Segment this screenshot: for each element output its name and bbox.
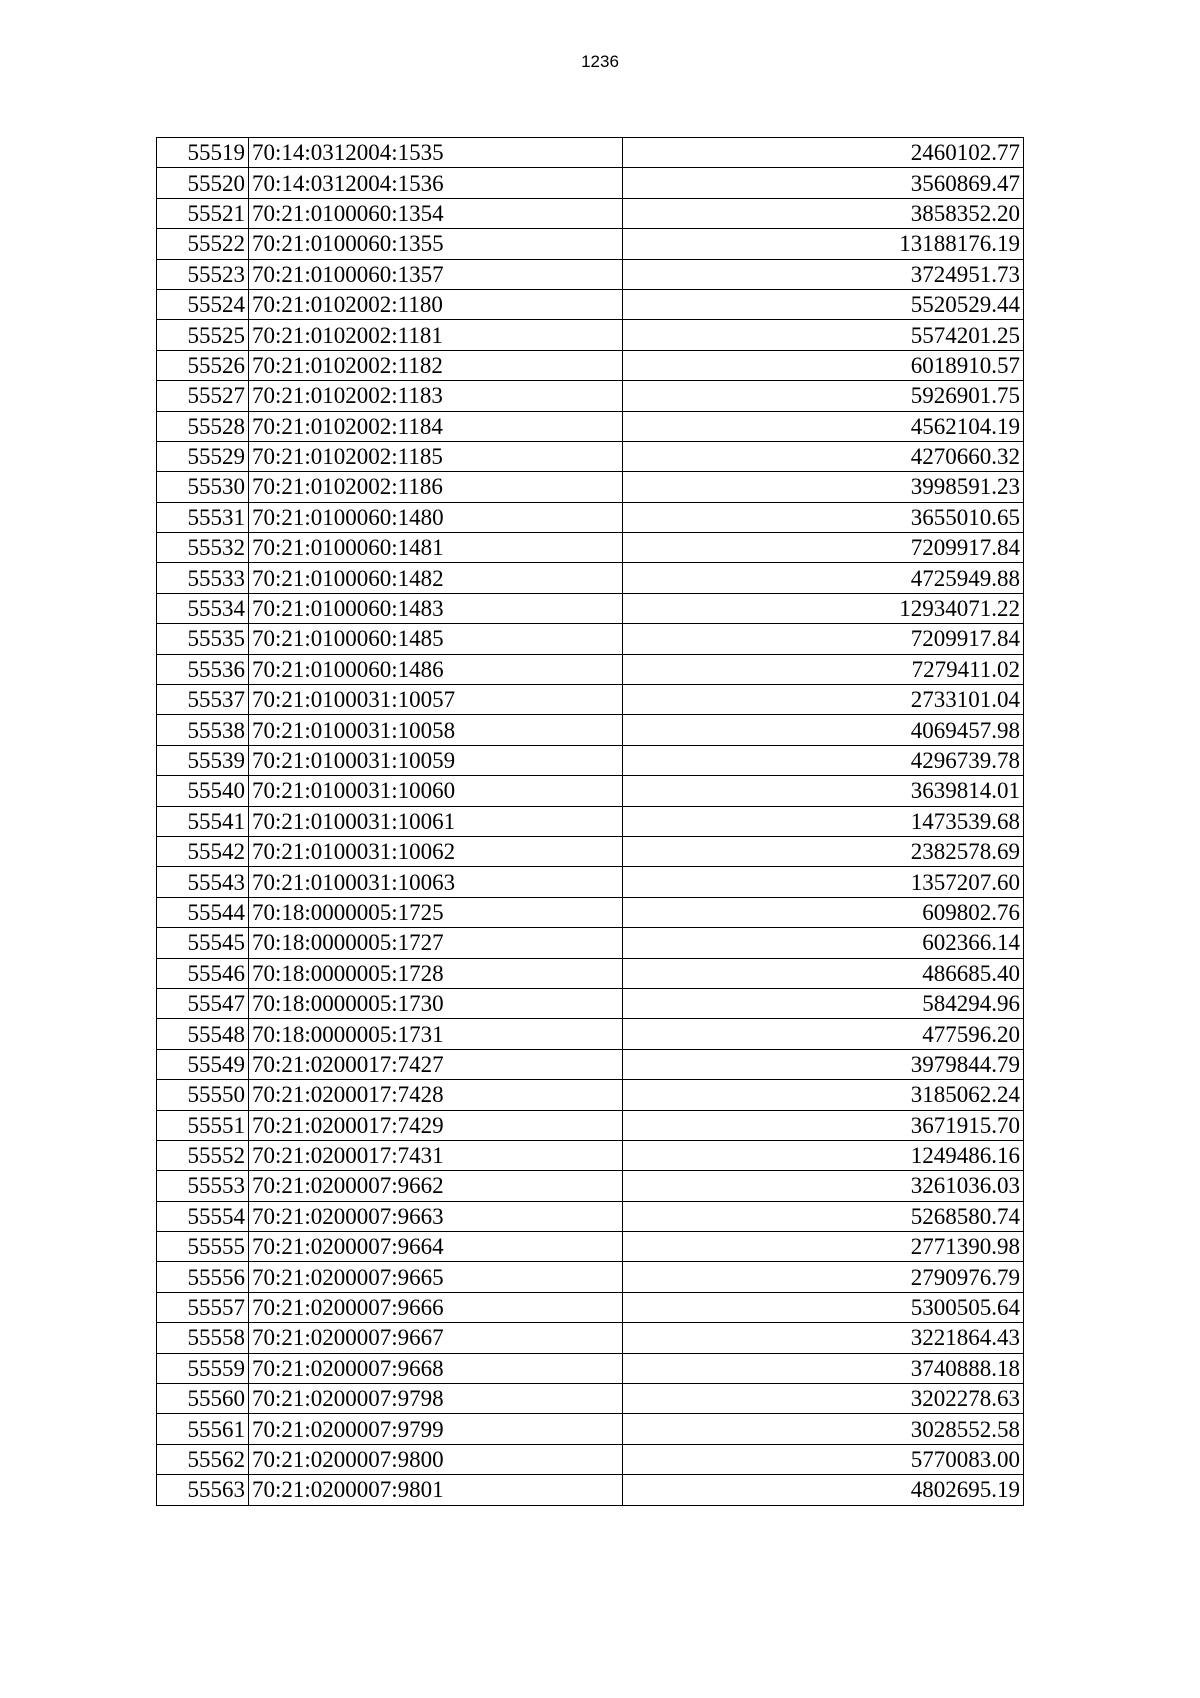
table-row <box>157 958 1024 988</box>
cadastral-number: 70:21:0100060:1483 <box>249 593 623 623</box>
row-number: 55541 <box>157 806 249 836</box>
table-row <box>157 745 1024 775</box>
cadastral-value: 3202278.63 <box>623 1384 1024 1414</box>
row-number: 55554 <box>157 1201 249 1231</box>
cadastral-value: 1473539.68 <box>623 806 1024 836</box>
cadastral-value: 584294.96 <box>623 988 1024 1018</box>
cadastral-number: 70:18:0000005:1731 <box>249 1019 623 1049</box>
row-number: 55560 <box>157 1384 249 1414</box>
table-row <box>157 563 1024 593</box>
table-row <box>157 381 1024 411</box>
row-number: 55547 <box>157 988 249 1018</box>
cadastral-number: 70:21:0100031:10057 <box>249 685 623 715</box>
row-number: 55550 <box>157 1080 249 1110</box>
cadastral-number: 70:21:0200007:9800 <box>249 1444 623 1474</box>
table-row <box>157 198 1024 228</box>
cadastral-value: 7279411.02 <box>623 654 1024 684</box>
table-row <box>157 472 1024 502</box>
cadastral-value: 7209917.84 <box>623 624 1024 654</box>
table-row <box>157 715 1024 745</box>
cadastral-number: 70:21:0100060:1354 <box>249 198 623 228</box>
cadastral-value: 4562104.19 <box>623 411 1024 441</box>
row-number: 55535 <box>157 624 249 654</box>
cadastral-number: 70:21:0200007:9801 <box>249 1475 623 1505</box>
table-row <box>157 1384 1024 1414</box>
table-row <box>157 229 1024 259</box>
table-row <box>157 1292 1024 1322</box>
cadastral-number: 70:21:0200007:9665 <box>249 1262 623 1292</box>
table-row <box>157 502 1024 532</box>
row-number: 55562 <box>157 1444 249 1474</box>
table-row <box>157 988 1024 1018</box>
row-number: 55531 <box>157 502 249 532</box>
table-row <box>157 593 1024 623</box>
cadastral-value: 3028552.58 <box>623 1414 1024 1444</box>
cadastral-value: 2460102.77 <box>623 138 1024 168</box>
cadastral-value: 6018910.57 <box>623 350 1024 380</box>
cadastral-value: 5268580.74 <box>623 1201 1024 1231</box>
cadastral-value: 4270660.32 <box>623 441 1024 471</box>
cadastral-number: 70:21:0200007:9668 <box>249 1353 623 1383</box>
row-number: 55551 <box>157 1110 249 1140</box>
cadastral-value: 5300505.64 <box>623 1292 1024 1322</box>
cadastral-number: 70:21:0100031:10063 <box>249 867 623 897</box>
row-number: 55523 <box>157 259 249 289</box>
cadastral-value: 3639814.01 <box>623 776 1024 806</box>
cadastral-number: 70:21:0102002:1186 <box>249 472 623 502</box>
cadastral-value: 3740888.18 <box>623 1353 1024 1383</box>
cadastral-number: 70:21:0100060:1482 <box>249 563 623 593</box>
cadastral-number: 70:21:0100060:1486 <box>249 654 623 684</box>
cadastral-number: 70:21:0200017:7429 <box>249 1110 623 1140</box>
cadastral-number: 70:18:0000005:1730 <box>249 988 623 1018</box>
cadastral-number: 70:21:0100060:1357 <box>249 259 623 289</box>
cadastral-number: 70:18:0000005:1727 <box>249 928 623 958</box>
cadastral-value: 1249486.16 <box>623 1140 1024 1170</box>
cadastral-number: 70:21:0100060:1480 <box>249 502 623 532</box>
cadastral-number: 70:21:0200017:7431 <box>249 1140 623 1170</box>
cadastral-value: 7209917.84 <box>623 533 1024 563</box>
cadastral-value: 4296739.78 <box>623 745 1024 775</box>
cadastral-value: 5770083.00 <box>623 1444 1024 1474</box>
table-row <box>157 441 1024 471</box>
cadastral-number: 70:21:0100060:1485 <box>249 624 623 654</box>
cadastral-value: 2733101.04 <box>623 685 1024 715</box>
table-row <box>157 624 1024 654</box>
row-number: 55537 <box>157 685 249 715</box>
row-number: 55542 <box>157 836 249 866</box>
cadastral-value: 3858352.20 <box>623 198 1024 228</box>
cadastral-number: 70:21:0100031:10059 <box>249 745 623 775</box>
page-number: 1236 <box>581 52 619 71</box>
cadastral-number: 70:21:0200007:9666 <box>249 1292 623 1322</box>
cadastral-value: 4725949.88 <box>623 563 1024 593</box>
table-row <box>157 836 1024 866</box>
row-number: 55545 <box>157 928 249 958</box>
row-number: 55559 <box>157 1353 249 1383</box>
row-number: 55533 <box>157 563 249 593</box>
row-number: 55528 <box>157 411 249 441</box>
cadastral-value: 3655010.65 <box>623 502 1024 532</box>
cadastral-number: 70:21:0102002:1183 <box>249 381 623 411</box>
cadastral-value: 3724951.73 <box>623 259 1024 289</box>
cadastral-number: 70:21:0200017:7427 <box>249 1049 623 1079</box>
cadastral-value: 2790976.79 <box>623 1262 1024 1292</box>
table-row <box>157 776 1024 806</box>
row-number: 55543 <box>157 867 249 897</box>
row-number: 55519 <box>157 138 249 168</box>
table-row <box>157 897 1024 927</box>
table-row <box>157 1414 1024 1444</box>
row-number: 55563 <box>157 1475 249 1505</box>
cadastral-value: 5926901.75 <box>623 381 1024 411</box>
row-number: 55520 <box>157 168 249 198</box>
table-row <box>157 928 1024 958</box>
cadastral-value: 3261036.03 <box>623 1171 1024 1201</box>
table-row <box>157 685 1024 715</box>
cadastral-number: 70:21:0100031:10058 <box>249 715 623 745</box>
cadastral-number: 70:21:0100031:10062 <box>249 836 623 866</box>
table-row <box>157 411 1024 441</box>
row-number: 55561 <box>157 1414 249 1444</box>
table-row <box>157 1049 1024 1079</box>
cadastral-value: 5574201.25 <box>623 320 1024 350</box>
cadastral-value: 3185062.24 <box>623 1080 1024 1110</box>
cadastral-value: 3221864.43 <box>623 1323 1024 1353</box>
row-number: 55538 <box>157 715 249 745</box>
table-row <box>157 350 1024 380</box>
row-number: 55548 <box>157 1019 249 1049</box>
cadastral-number: 70:21:0102002:1182 <box>249 350 623 380</box>
cadastral-number: 70:21:0200007:9799 <box>249 1414 623 1444</box>
cadastral-number: 70:21:0102002:1185 <box>249 441 623 471</box>
table-row <box>157 1140 1024 1170</box>
cadastral-number: 70:21:0200007:9798 <box>249 1384 623 1414</box>
table-row <box>157 1475 1024 1505</box>
cadastral-value: 13188176.19 <box>623 229 1024 259</box>
cadastral-number: 70:18:0000005:1728 <box>249 958 623 988</box>
cadastral-value: 3998591.23 <box>623 472 1024 502</box>
cadastral-value: 486685.40 <box>623 958 1024 988</box>
table-row <box>157 1323 1024 1353</box>
table-row <box>157 1353 1024 1383</box>
row-number: 55552 <box>157 1140 249 1170</box>
cadastral-value: 2771390.98 <box>623 1232 1024 1262</box>
cadastral-number: 70:21:0102002:1184 <box>249 411 623 441</box>
row-number: 55558 <box>157 1323 249 1353</box>
cadastral-value: 5520529.44 <box>623 289 1024 319</box>
row-number: 55546 <box>157 958 249 988</box>
cadastral-number: 70:21:0102002:1181 <box>249 320 623 350</box>
cadastral-value: 3979844.79 <box>623 1049 1024 1079</box>
table-row <box>157 1201 1024 1231</box>
row-number: 55556 <box>157 1262 249 1292</box>
cadastral-value: 1357207.60 <box>623 867 1024 897</box>
cadastral-value: 2382578.69 <box>623 836 1024 866</box>
row-number: 55555 <box>157 1232 249 1262</box>
cadastral-value: 602366.14 <box>623 928 1024 958</box>
table-row <box>157 867 1024 897</box>
row-number: 55522 <box>157 229 249 259</box>
table-row <box>157 168 1024 198</box>
table-row <box>157 1019 1024 1049</box>
cadastral-value: 477596.20 <box>623 1019 1024 1049</box>
table-row <box>157 1444 1024 1474</box>
cadastral-number: 70:14:0312004:1535 <box>249 138 623 168</box>
cadastral-number: 70:21:0100031:10060 <box>249 776 623 806</box>
cadastral-number: 70:21:0102002:1180 <box>249 289 623 319</box>
row-number: 55524 <box>157 289 249 319</box>
cadastral-number: 70:21:0200007:9664 <box>249 1232 623 1262</box>
table-row <box>157 1171 1024 1201</box>
row-number: 55549 <box>157 1049 249 1079</box>
cadastral-table <box>156 137 1024 1506</box>
table-body <box>157 138 1024 1506</box>
cadastral-value: 609802.76 <box>623 897 1024 927</box>
row-number: 55527 <box>157 381 249 411</box>
row-number: 55534 <box>157 593 249 623</box>
cadastral-number: 70:21:0200007:9663 <box>249 1201 623 1231</box>
cadastral-number: 70:21:0100031:10061 <box>249 806 623 836</box>
row-number: 55536 <box>157 654 249 684</box>
row-number: 55532 <box>157 533 249 563</box>
cadastral-number: 70:21:0200017:7428 <box>249 1080 623 1110</box>
table-row <box>157 138 1024 168</box>
row-number: 55530 <box>157 472 249 502</box>
cadastral-number: 70:21:0200007:9662 <box>249 1171 623 1201</box>
cadastral-number: 70:21:0200007:9667 <box>249 1323 623 1353</box>
table-row <box>157 1262 1024 1292</box>
row-number: 55525 <box>157 320 249 350</box>
cadastral-value: 4069457.98 <box>623 715 1024 745</box>
table-row <box>157 654 1024 684</box>
row-number: 55526 <box>157 350 249 380</box>
cadastral-value: 3560869.47 <box>623 168 1024 198</box>
row-number: 55539 <box>157 745 249 775</box>
cadastral-value: 4802695.19 <box>623 1475 1024 1505</box>
table-row <box>157 259 1024 289</box>
cadastral-value: 3671915.70 <box>623 1110 1024 1140</box>
table-row <box>157 533 1024 563</box>
row-number: 55553 <box>157 1171 249 1201</box>
row-number: 55557 <box>157 1292 249 1322</box>
row-number: 55529 <box>157 441 249 471</box>
table-row <box>157 806 1024 836</box>
table-row <box>157 1080 1024 1110</box>
row-number: 55540 <box>157 776 249 806</box>
cadastral-number: 70:21:0100060:1481 <box>249 533 623 563</box>
table-row <box>157 289 1024 319</box>
cadastral-number: 70:21:0100060:1355 <box>249 229 623 259</box>
cadastral-number: 70:18:0000005:1725 <box>249 897 623 927</box>
table-row <box>157 320 1024 350</box>
table-row <box>157 1110 1024 1140</box>
cadastral-number: 70:14:0312004:1536 <box>249 168 623 198</box>
row-number: 55521 <box>157 198 249 228</box>
row-number: 55544 <box>157 897 249 927</box>
table-row <box>157 1232 1024 1262</box>
cadastral-value: 12934071.22 <box>623 593 1024 623</box>
